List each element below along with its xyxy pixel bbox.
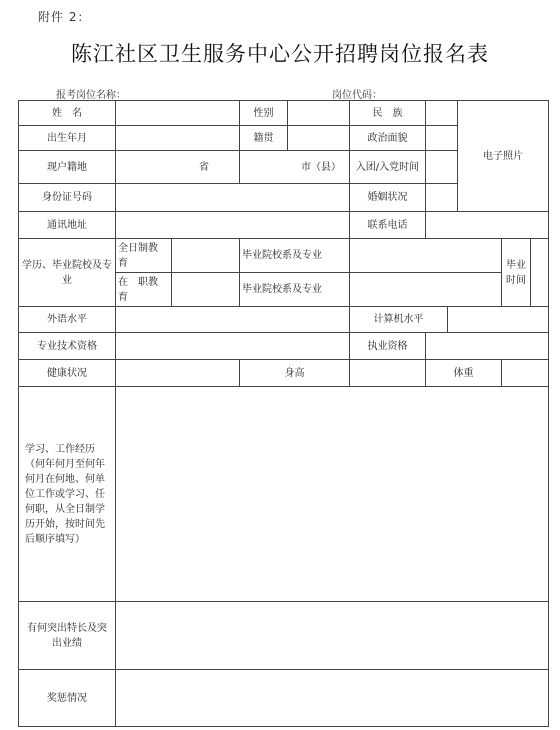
fulltime-degree-field[interactable] <box>172 239 240 273</box>
registration-table <box>18 100 549 727</box>
position-code-label: 岗位代码： <box>332 90 382 101</box>
computer-label: 计算机水平 <box>350 307 448 333</box>
id-number-label: 身份证号码 <box>19 184 116 212</box>
foreign-lang-field[interactable] <box>116 307 350 333</box>
join-time-label: 入团/入党时间 <box>350 151 426 184</box>
foreign-lang-label: 外语水平 <box>19 307 116 333</box>
practice-qual-field[interactable] <box>426 333 549 360</box>
form-title: 陈江社区卫生服务中心公开招聘岗位报名表 <box>71 42 489 66</box>
fulltime-label: 全日制教 育 <box>116 239 172 273</box>
attachment-label: 附件 2： <box>38 10 91 24</box>
fulltime-school-label: 毕业院校系及专业 <box>240 239 350 273</box>
inservice-degree-field[interactable] <box>172 273 240 307</box>
phone-field[interactable] <box>426 212 549 239</box>
height-field[interactable] <box>350 360 426 387</box>
native-place-field[interactable] <box>288 126 350 151</box>
inservice-school-field[interactable] <box>350 273 502 307</box>
photo-cell[interactable] <box>458 101 549 212</box>
native-place-label: 籍贯 <box>240 126 288 151</box>
phone-label: 联系电话 <box>350 212 426 239</box>
grad-time-label: 毕业时间 <box>502 239 531 307</box>
specialty-label: 有何突出特长及突出业绩 <box>19 602 116 670</box>
marital-label: 婚姻状况 <box>350 184 426 212</box>
position-name-label: 报考岗位名称： <box>56 90 126 101</box>
experience-field[interactable] <box>116 387 549 602</box>
computer-field[interactable] <box>448 307 549 333</box>
city-field[interactable] <box>240 151 350 184</box>
photo-label: 电子照片 <box>483 150 523 162</box>
education-label: 学历、毕业院校及专业 <box>19 239 116 307</box>
political-label: 政治面貌 <box>350 126 426 151</box>
address-field[interactable] <box>116 212 350 239</box>
birth-field[interactable] <box>116 126 240 151</box>
health-field[interactable] <box>116 360 240 387</box>
experience-label: 学习、工作经历（何年何月至何年何月在何地、何单位工作或学习、任何职，从全日制学历开始，按时间先后顺序填写） <box>19 387 116 602</box>
gender-label: 性别 <box>240 101 288 126</box>
political-field[interactable] <box>426 126 458 151</box>
gender-field[interactable] <box>288 101 350 126</box>
inservice-school-label: 毕业院校系及专业 <box>240 273 350 307</box>
rewards-field[interactable] <box>116 670 549 727</box>
tech-qual-label: 专业技术资格 <box>19 333 116 360</box>
province-field[interactable] <box>116 151 240 184</box>
city-label: 市（县） <box>301 161 341 173</box>
health-label: 健康状况 <box>19 360 116 387</box>
name-label: 姓 名 <box>19 101 116 126</box>
rewards-label: 奖惩情况 <box>19 670 116 727</box>
birth-label: 出生年月 <box>19 126 116 151</box>
address-label: 通讯地址 <box>19 212 116 239</box>
household-label: 现户籍地 <box>19 151 116 184</box>
specialty-field[interactable] <box>116 602 549 670</box>
name-field[interactable] <box>116 101 240 126</box>
join-time-field[interactable] <box>426 151 458 184</box>
province-label: 省 <box>199 161 209 173</box>
grad-time-field[interactable] <box>531 239 549 307</box>
tech-qual-field[interactable] <box>116 333 350 360</box>
ethnicity-field[interactable] <box>426 101 458 126</box>
weight-field[interactable] <box>502 360 549 387</box>
ethnicity-label: 民 族 <box>350 101 426 126</box>
id-number-field[interactable] <box>116 184 350 212</box>
fulltime-school-field[interactable] <box>350 239 502 273</box>
inservice-label: 在 职教 育 <box>116 273 172 307</box>
marital-field[interactable] <box>426 184 458 212</box>
practice-qual-label: 执业资格 <box>350 333 426 360</box>
weight-label: 体重 <box>426 360 502 387</box>
height-label: 身高 <box>240 360 350 387</box>
